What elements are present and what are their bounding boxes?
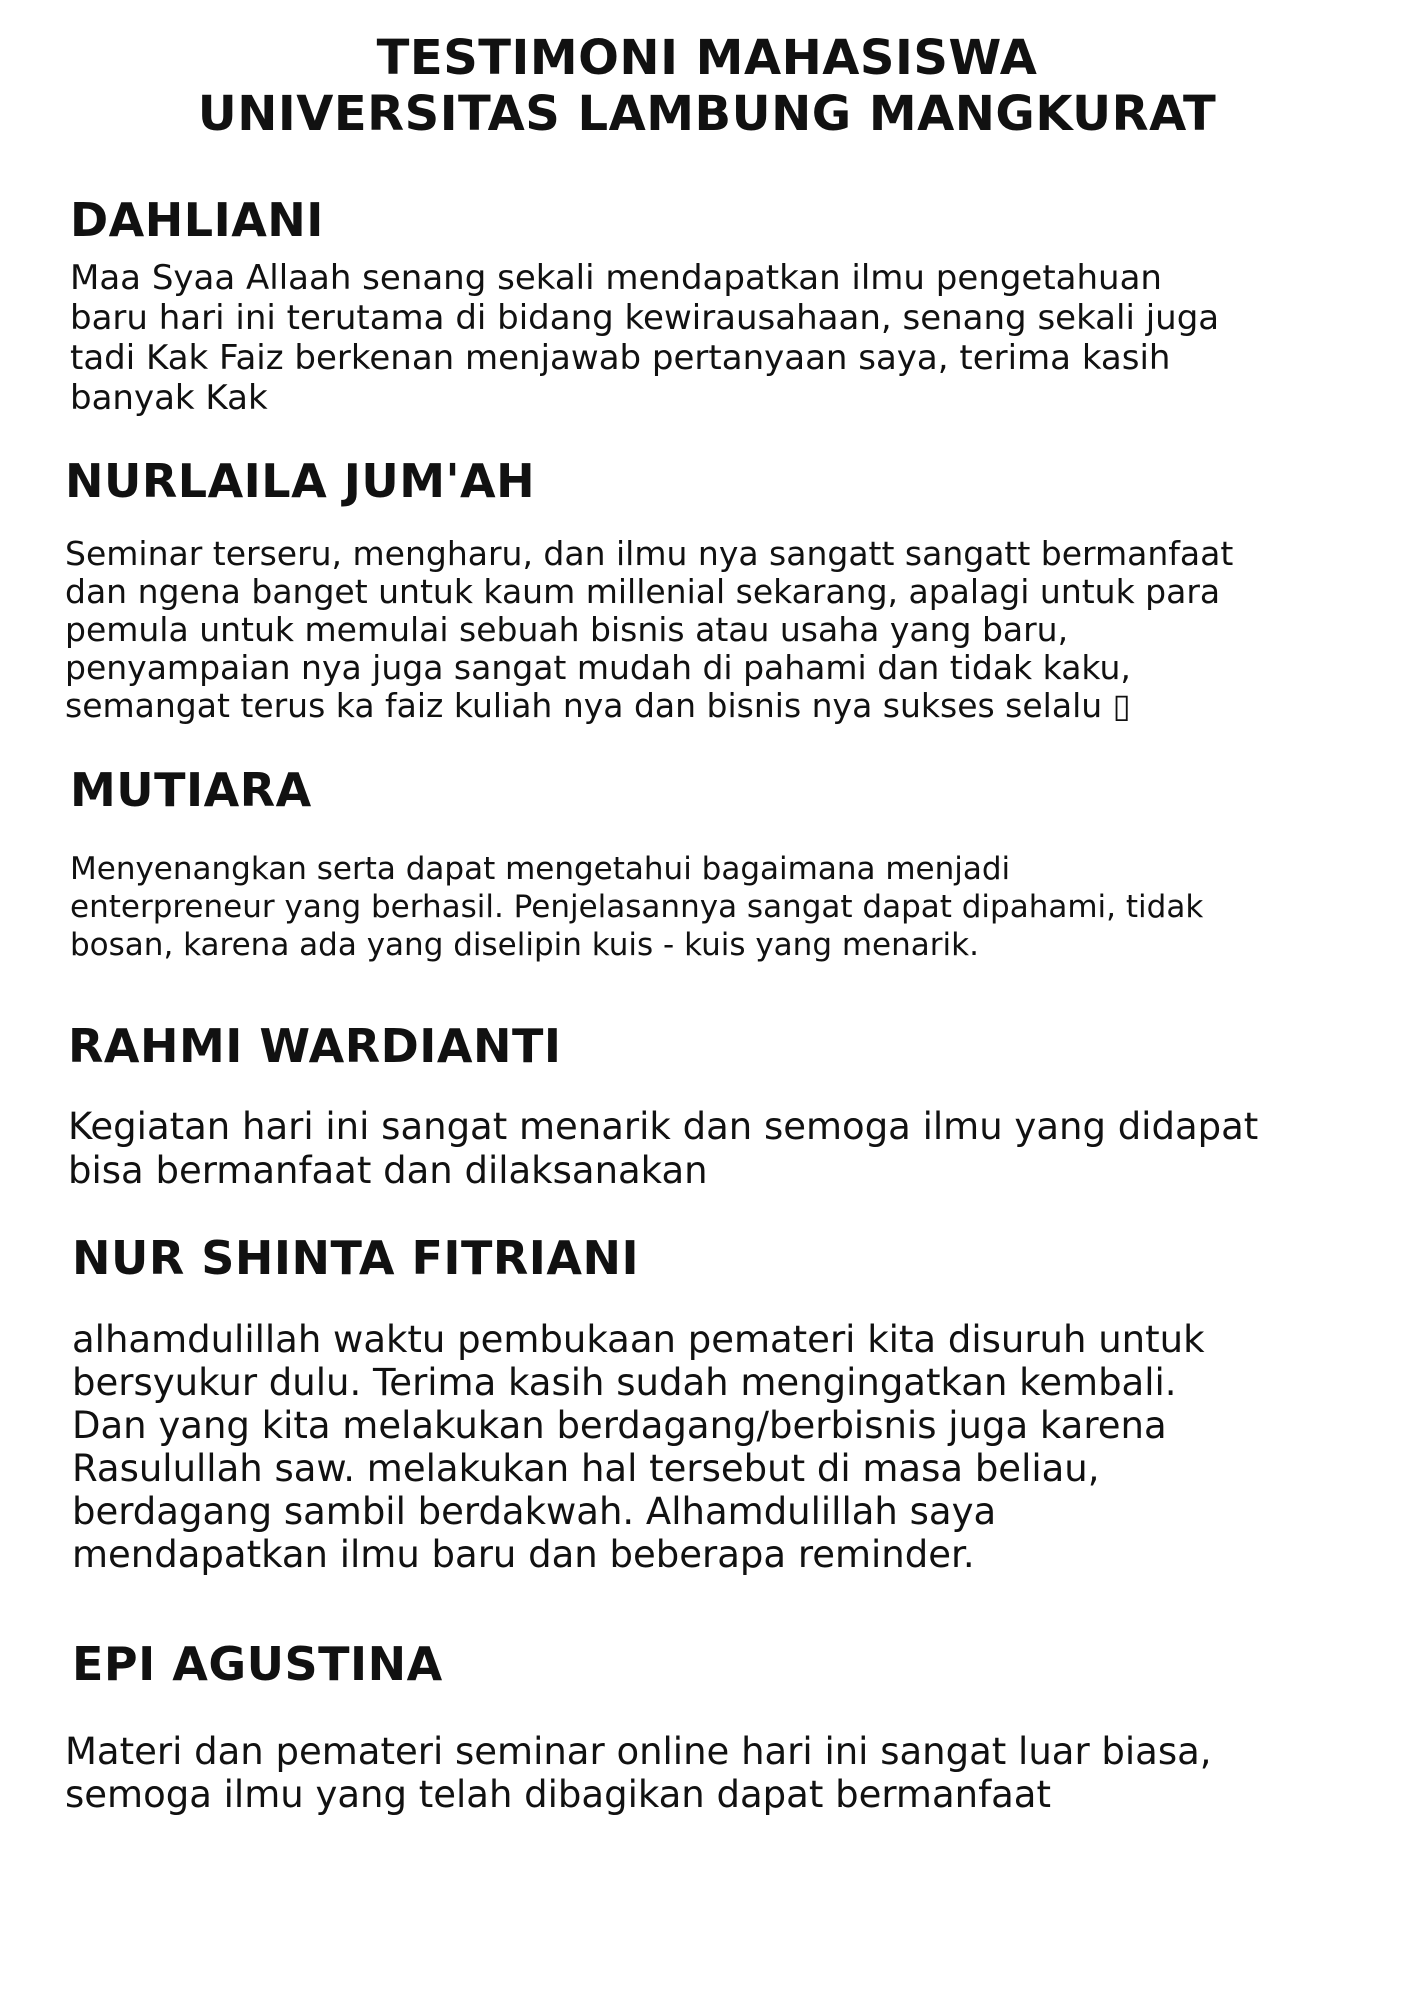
testimonial-text-line: Maa Syaa Allaah senang sekali mendapatkan ilmu pengetahuan (70, 258, 1162, 298)
testimonial-text-line: Kegiatan hari ini sangat menarik dan semoga ilmu yang didapat (68, 1105, 1259, 1148)
testimonial-text (68, 1105, 1258, 1193)
testimonial-text-line: enterpreneur yang berhasil. Penjelasannya sangat dapat dipahami, tidak (70, 889, 1204, 925)
testimonial-name: NURLAILA JUM'AH (65, 454, 536, 508)
testimonial-text-line: Dan yang kita melakukan berdagang/berbisnis juga karena (72, 1404, 1167, 1447)
testimonial-text-line: baru hari ini terutama di bidang kewirausahaan, senang sekali juga (70, 298, 1220, 338)
testimonial-text-line: penyampaian nya juga sangat mudah di pahami dan tidak kaku, (65, 648, 1131, 687)
testimonial-name: NUR SHINTA FITRIANI (72, 1231, 640, 1285)
page-title-line-2: UNIVERSITAS LAMBUNG MANGKURAT (197, 86, 1217, 142)
testimonial-name: EPI AGUSTINA (72, 1637, 443, 1691)
testimonial-text-line: semoga ilmu yang telah dibagikan dapat bermanfaat (65, 1773, 1051, 1816)
testimonial-text-line: Menyenangkan serta dapat mengetahui bagaimana menjadi (70, 851, 1011, 887)
testimonial-text-line: Materi dan pemateri seminar online hari ini sangat luar biasa, (65, 1730, 1212, 1773)
testimonial-text (65, 535, 1233, 725)
testimonial-name: MUTIARA (70, 763, 312, 817)
testimonial-text (72, 1318, 1205, 1576)
testimonial-text (70, 850, 1203, 964)
testimonial-text-line: Rasulullah saw. melakukan hal tersebut di masa beliau, (72, 1447, 1100, 1490)
testimonial-text-line: semangat terus ka faiz kuliah nya dan bisnis nya sukses selalu ▯ (65, 686, 1131, 725)
page-title (0, 30, 1414, 142)
testimonial-text (70, 258, 1219, 418)
testimonial-text-line: alhamdulillah waktu pembukaan pemateri kita disuruh untuk (72, 1318, 1205, 1361)
testimonial-text-line: bisa bermanfaat dan dilaksanakan (68, 1149, 708, 1192)
testimonial-text-line: bersyukur dulu. Terima kasih sudah mengingatkan kembali. (72, 1361, 1177, 1404)
testimonial-text-line: pemula untuk memulai sebuah bisnis atau usaha yang baru, (65, 610, 1069, 649)
testimonial-text-line: berdagang sambil berdakwah. Alhamdulillah saya (72, 1490, 997, 1533)
testimonial-name: RAHMI WARDIANTI (68, 1019, 562, 1073)
testimonial-text-line: bosan, karena ada yang diselipin kuis - kuis yang menarik. (70, 927, 979, 963)
page-title-line-1: TESTIMONI MAHASISWA (376, 30, 1038, 86)
testimonial-text (65, 1730, 1212, 1816)
testimonial-text-line: dan ngena banget untuk kaum millenial sekarang, apalagi untuk para (65, 572, 1221, 611)
testimonial-text-line: tadi Kak Faiz berkenan menjawab pertanyaan saya, terima kasih (70, 338, 1171, 378)
testimonial-text-line: Seminar terseru, mengharu, dan ilmu nya sangatt sangatt bermanfaat (65, 534, 1234, 573)
testimonial-text-line: banyak Kak (70, 378, 268, 418)
testimonial-text-line: mendapatkan ilmu baru dan beberapa reminder. (72, 1533, 975, 1576)
testimonial-name: DAHLIANI (70, 193, 324, 247)
